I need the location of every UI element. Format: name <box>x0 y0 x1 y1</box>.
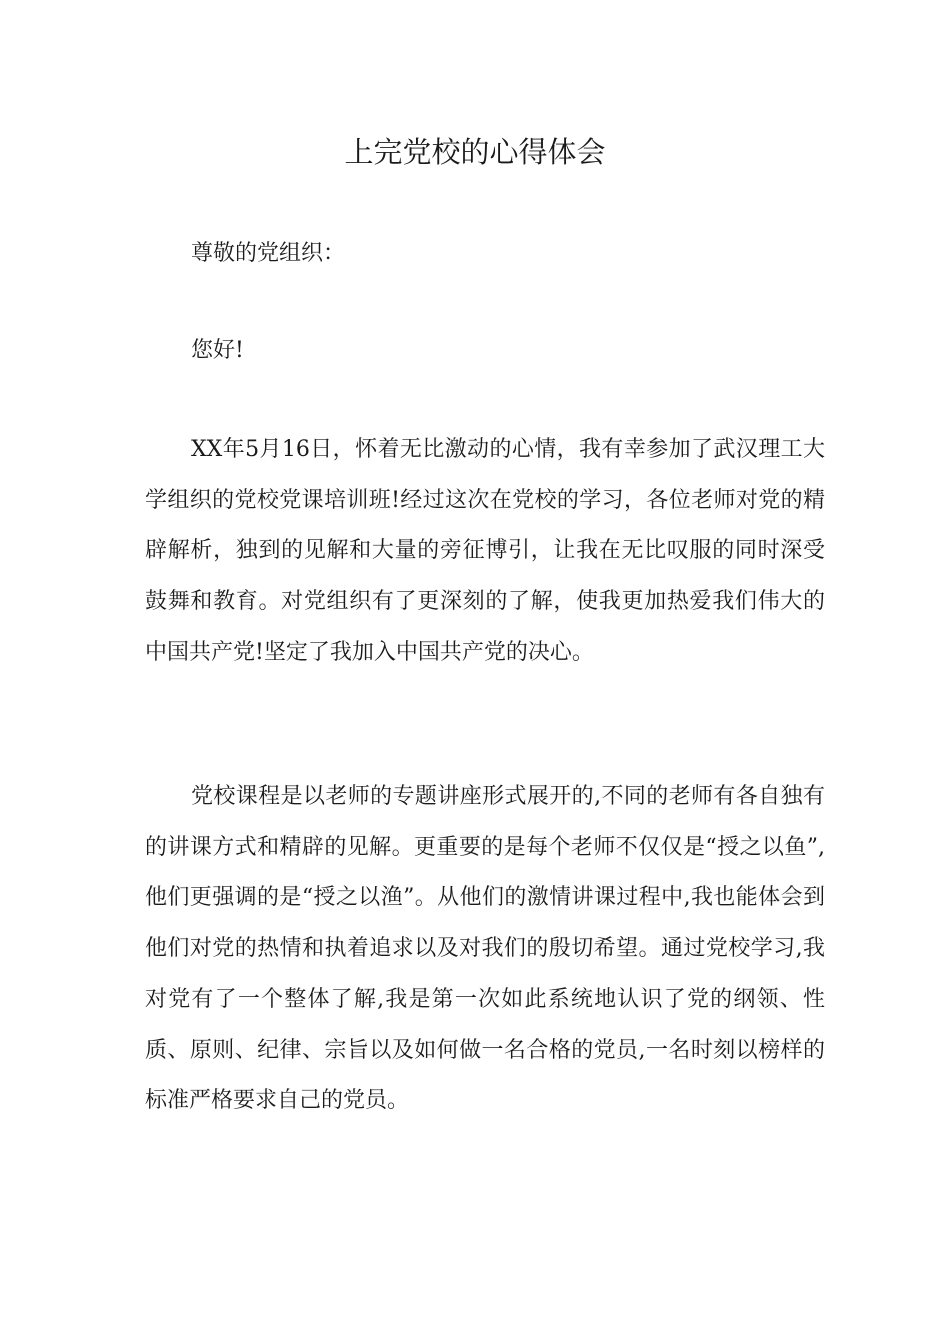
body-paragraph: 党校课程是以老师的专题讲座形式展开的,不同的老师有各自独有的讲课方式和精辟的见解。更重要的是每个老师不仅仅是“授之以鱼”,他们更强调的是“授之以渔”。从他们的激情讲课过程中,我也能体会到他们对党的热情和执着追求以及对我们的殷切希望。通过党校学习,我对党有了一个整体了解,我是第一次如此系统地认识了党的纲领、性质、原则、纪律、宗旨以及如何做一名合格的党员,一名时刻以榜样的标准严格要求自己的党员。 <box>145 784 825 1114</box>
salutation: 尊敬的党组织： <box>191 241 346 266</box>
document-title: 上完党校的心得体会 <box>344 135 606 169</box>
body-paragraph: XX年5月16日，怀着无比激动的心情，我有幸参加了武汉理工大学组织的党校党课培训班!经过这次在党校的学习，各位老师对党的精辟解析，独到的见解和大量的旁征博引，让我在无比叹服的同时深受鼓舞和教育。对党组织有了更深刻的了解，使我更加热爱我们伟大的中国共产党!坚定了我加入中国共产党的决心。 <box>145 437 825 665</box>
greeting: 您好! <box>191 338 244 363</box>
